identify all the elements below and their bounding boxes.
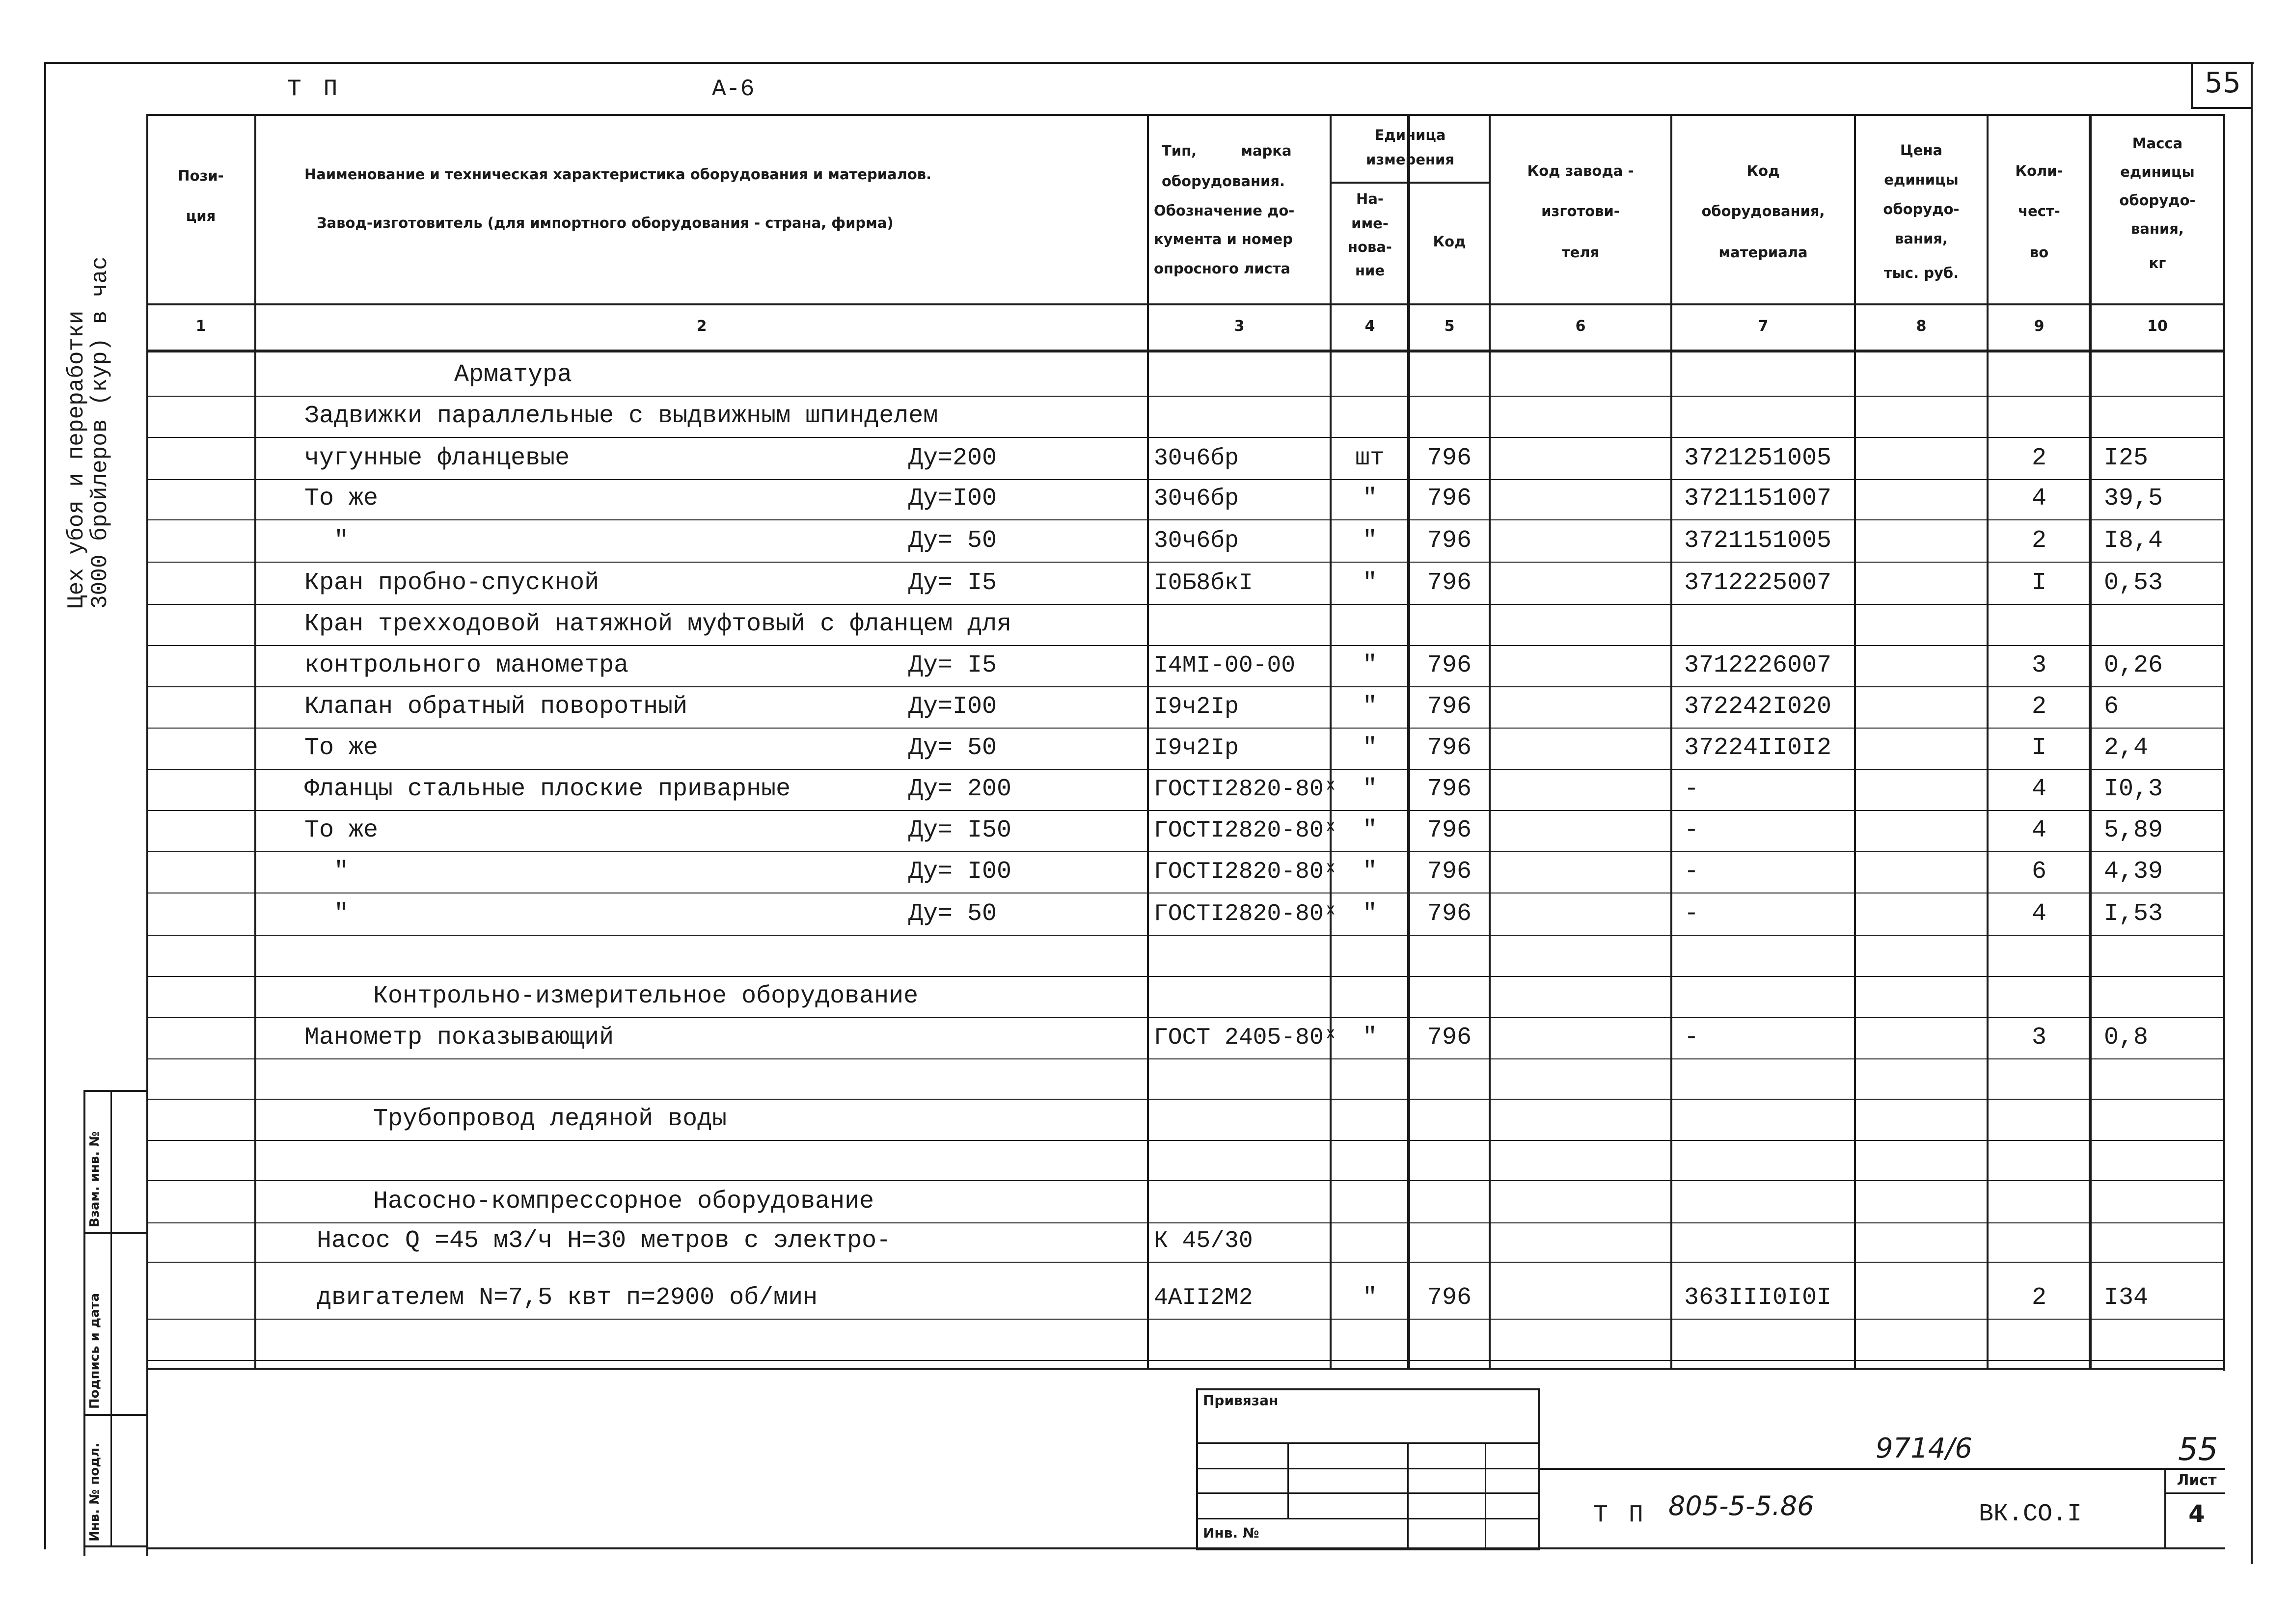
row-divider [147,935,2224,936]
page-number-top: 55 [2205,66,2241,99]
col10-header-l5: кг [2149,255,2166,271]
row-mass: I34 [2104,1284,2149,1312]
row-qty: 2 [2031,444,2046,472]
row-unit: " [1362,775,1377,803]
header-tp-label: Т П [287,76,342,103]
table-right [2223,114,2225,1371]
table-left [146,114,148,1371]
row-code: 796 [1427,1024,1472,1052]
row-code: 796 [1427,485,1472,513]
row-mass: I8,4 [2104,527,2163,555]
col8-header-l4: вания, [1895,230,1948,247]
col3-header-l4: кумента и номер [1154,231,1293,247]
row-unit: " [1362,900,1377,928]
colnum-bottom [147,350,2224,352]
row-du: Ду= 200 [908,775,1012,803]
tp-code-prefix: Т П [1593,1501,1647,1529]
col6-header-l3: теля [1561,244,1600,261]
row-unit: " [1362,569,1377,597]
row-name: Насосно-компрессорное оборудование [373,1188,874,1216]
col6-header-l2: изготови- [1541,203,1620,219]
colnum-2: 2 [696,318,707,335]
row-du: Ду= I5 [908,569,997,597]
row-type: ГОСТI2820-80ˣ [1154,901,1338,927]
colnum-6: 6 [1575,318,1586,335]
row-type: ГОСТI2820-80ˣ [1154,817,1338,844]
row-equip-code: - [1684,1024,1699,1052]
col3-header-l2: оборудования. [1162,173,1285,189]
col1-header-l1: Пози- [178,167,224,184]
row-divider [147,604,2224,605]
row-type: I9ч2Iр [1154,694,1239,720]
col10-header-l2: единицы [2120,163,2195,180]
row-name: Насос Q =45 м3/ч Н=30 метров с электро- [317,1227,892,1255]
side-stamp-div2 [83,1414,147,1416]
side-stamp-inner [110,1090,112,1546]
list-number: 4 [2188,1500,2205,1528]
row-equip-code: 37224II0I2 [1684,734,1832,762]
colnum-10: 10 [2147,318,2168,335]
col5-header: Код [1433,233,1466,250]
colnum-5: 5 [1444,318,1455,335]
row-code: 796 [1427,775,1472,803]
row-divider [147,1058,2224,1059]
col1-header-l2: ция [186,208,216,224]
row-divider [147,769,2224,770]
doc-code: ВК.СО.I [1979,1500,2082,1528]
colnum-9: 9 [2034,318,2045,335]
side-stamp-vzam-inv: Взам. инв. № [87,1131,102,1227]
colnum-1: 1 [195,318,206,335]
row-name: " [334,527,349,555]
colnum-4: 4 [1364,318,1375,335]
frame-right [2251,62,2253,1564]
row-qty: 2 [2031,527,2046,555]
row-du: Ду= I5 [908,651,997,679]
row-name: Задвижки параллельные с выдвижным шпинделем [304,402,938,430]
side-stamp-podpis-data: Подпись и дата [87,1293,102,1409]
row-code: 796 [1427,693,1472,721]
row-type: 30ч6бр [1154,486,1239,512]
row-name: " [334,900,349,928]
row-qty: 4 [2031,485,2046,513]
privyazan-h2 [1196,1468,1540,1469]
privyazan-v1 [1287,1442,1289,1519]
row-du: Ду= 50 [908,900,997,928]
row-divider [147,562,2224,563]
row-divider [147,1262,2224,1263]
row-equip-code: - [1684,816,1699,844]
col8-header-l1: Цена [1900,142,1943,159]
list-label: Лист [2177,1472,2217,1489]
row-divider [147,728,2224,729]
row-mass: 0,26 [2104,651,2163,679]
row-name: Кран пробно-спускной [304,569,600,597]
row-unit: " [1362,527,1377,555]
colnum-7: 7 [1758,318,1769,335]
row-du: Ду= 50 [908,734,997,762]
col9-header-l3: во [2029,244,2049,261]
col4-header-l4: ние [1355,262,1385,279]
list-box-split [2164,1492,2225,1494]
row-qty: 3 [2031,1024,2046,1052]
row-qty: 4 [2031,900,2046,928]
row-qty: I [2031,569,2046,597]
col10-header-l4: вания, [2131,220,2184,237]
row-mass: 2,4 [2104,734,2149,762]
row-du: Ду=200 [908,444,997,472]
row-name: Кран трехходовой натяжной муфтовый с фланцем для [304,610,1012,638]
row-mass: I,53 [2104,900,2163,928]
col2-header-l1: Наименование и техническая характеристика оборудования и материалов. [304,166,932,183]
row-type: I0Б8бкI [1154,570,1253,596]
unit-group-split [1330,182,1491,184]
row-divider [147,1319,2224,1320]
row-divider [147,645,2224,646]
row-equip-code: 3712225007 [1684,569,1832,597]
row-name: чугунные фланцевые [304,444,570,472]
side-title-line2: 3000 бройлеров (кур) в час [87,256,113,609]
row-divider [147,1180,2224,1181]
row-name: То же [304,816,379,844]
row-unit: " [1362,485,1377,513]
row-divider [147,1222,2224,1223]
row-name: Контрольно-измерительное оборудование [373,982,919,1010]
row-mass: I25 [2104,444,2149,472]
row-code: 796 [1427,1284,1472,1312]
tp-code: 805-5-5.86 [1668,1490,1814,1521]
row-qty: 6 [2031,858,2046,886]
row-name: двигателем N=7,5 квт п=2900 об/мин [317,1284,818,1312]
row-code: 796 [1427,527,1472,555]
row-divider [147,686,2224,687]
row-divider [147,851,2224,852]
row-type: I4МI-00-00 [1154,652,1296,679]
header-sheet-code: А-6 [712,76,755,103]
row-name: То же [304,734,379,762]
side-stamp-inv-podl: Инв. № подл. [87,1442,102,1542]
col4-header-l3: нова- [1348,239,1392,255]
row-divider [147,396,2224,397]
row-qty: 2 [2031,1284,2046,1312]
row-equip-code: - [1684,858,1699,886]
row-unit: " [1362,1284,1377,1312]
unit-group-header-l2: измерения [1366,151,1454,168]
row-code: 796 [1427,444,1472,472]
row-unit: " [1362,651,1377,679]
row-mass: 0,53 [2104,569,2163,597]
row-mass: I0,3 [2104,775,2163,803]
row-equip-code: - [1684,900,1699,928]
row-name: Арматура [454,361,572,389]
row-divider [147,810,2224,811]
row-equip-code: 363III0I0I [1684,1284,1832,1312]
row-qty: 4 [2031,775,2046,803]
row-name: " [334,858,349,886]
row-code: 796 [1427,816,1472,844]
privyazan-v2 [1407,1442,1409,1550]
row-mass: 39,5 [2104,485,2163,513]
row-code: 796 [1427,651,1472,679]
row-du: Ду=I00 [908,485,997,513]
privyazan-label: Привязан [1203,1392,1279,1408]
col3-header-l5: опросного листа [1154,260,1291,277]
row-unit: " [1362,1024,1377,1052]
row-code: 796 [1427,734,1472,762]
col2-header-l2: Завод-изготовитель (для импортного оборудования - страна, фирма) [317,215,894,231]
row-divider [147,519,2224,520]
side-title-line1: Цех убоя и переработки [64,310,89,609]
side-stamp-div1 [83,1232,147,1234]
row-qty: 2 [2031,693,2046,721]
row-du: Ду=I00 [908,693,997,721]
col4-header-l1: На- [1356,190,1384,207]
row-du: Ду= 50 [908,527,997,555]
row-du: Ду= I50 [908,816,1012,844]
table-top [147,114,2224,116]
side-stamp-top [83,1090,147,1092]
row-equip-code: 3721251005 [1684,444,1832,472]
col8-header-l3: оборудо- [1883,201,1960,217]
row-divider [147,1140,2224,1141]
page-number-bottom: 55 [2178,1432,2218,1468]
row-du: Ду= I00 [908,858,1012,886]
row-name: Манометр показывающий [304,1024,614,1052]
privyazan-h1 [1196,1442,1540,1444]
row-name: контрольного манометра [304,651,629,679]
row-type: 30ч6бр [1154,445,1239,472]
row-equip-code: 372242I020 [1684,693,1832,721]
frame-left [44,62,46,1549]
col10-header-l1: Масса [2132,135,2183,152]
frame-top [44,62,2254,64]
row-mass: 4,39 [2104,858,2163,886]
privyazan-v3 [1485,1442,1486,1550]
row-unit: " [1362,858,1377,886]
row-code: 796 [1427,569,1472,597]
col6-header-l1: Код завода - [1527,162,1634,179]
row-unit: " [1362,734,1377,762]
row-unit: " [1362,816,1377,844]
row-name: Трубопровод ледяной воды [373,1105,727,1133]
row-unit: шт [1355,444,1385,472]
col3-header-l3: Обозначение до- [1154,202,1295,219]
row-qty: I [2031,734,2046,762]
row-type: ГОСТI2820-80ˣ [1154,776,1338,803]
row-code: 796 [1427,900,1472,928]
row-equip-code: 3721151007 [1684,485,1832,513]
row-name: То же [304,485,379,513]
col9-header-l1: Коли- [2015,162,2063,179]
col7-header-l1: Код [1746,162,1780,179]
row-type: 4АII2М2 [1154,1285,1253,1311]
row-divider [147,976,2224,977]
row-divider [147,1360,2224,1361]
col3-header-l1: Тип, марка [1162,142,1292,159]
row-type: К 45/30 [1154,1228,1253,1254]
row-type: ГОСТI2820-80ˣ [1154,859,1338,885]
col7-header-l2: оборудования, [1701,203,1825,219]
row-type: I9ч2Iр [1154,735,1239,761]
row-qty: 4 [2031,816,2046,844]
row-divider [147,1017,2224,1018]
inv-no-label: Инв. № [1203,1525,1259,1541]
row-name: Клапан обратный поворотный [304,693,688,721]
colnum-8: 8 [1916,318,1927,335]
row-divider [147,1099,2224,1100]
row-divider [147,437,2224,438]
row-equip-code: 3712226007 [1684,651,1832,679]
table-bottom [147,1368,2224,1370]
row-divider [147,479,2224,480]
col10-header-l3: оборудо- [2119,192,2196,209]
col8-header-l5: тыс. руб. [1883,265,1959,281]
row-type: ГОСТ 2405-80ˣ [1154,1025,1338,1051]
row-equip-code: - [1684,775,1699,803]
footer-bottom [147,1547,2225,1549]
col4-header-l2: име- [1351,215,1389,232]
hand-number: 9714/6 [1876,1433,1973,1464]
privyazan-h3 [1196,1492,1540,1494]
row-type: 30ч6бр [1154,528,1239,554]
footer-line-top [1540,1468,2225,1470]
row-mass: 5,89 [2104,816,2163,844]
row-name: Фланцы стальные плоские приварные [304,775,791,803]
colnum-3: 3 [1234,318,1245,335]
row-mass: 6 [2104,693,2119,721]
row-qty: 3 [2031,651,2046,679]
privyazan-h4 [1196,1518,1540,1519]
side-stamp-left-border [83,1090,85,1556]
unit-group-header-l1: Единица [1374,127,1446,143]
row-mass: 0,8 [2104,1024,2149,1052]
col7-header-l3: материала [1718,244,1808,261]
col8-header-l2: единицы [1884,171,1959,188]
col9-header-l2: чест- [2018,203,2060,219]
row-code: 796 [1427,858,1472,886]
side-stamp-bottom [83,1545,147,1547]
row-equip-code: 3721151005 [1684,527,1832,555]
row-unit: " [1362,693,1377,721]
